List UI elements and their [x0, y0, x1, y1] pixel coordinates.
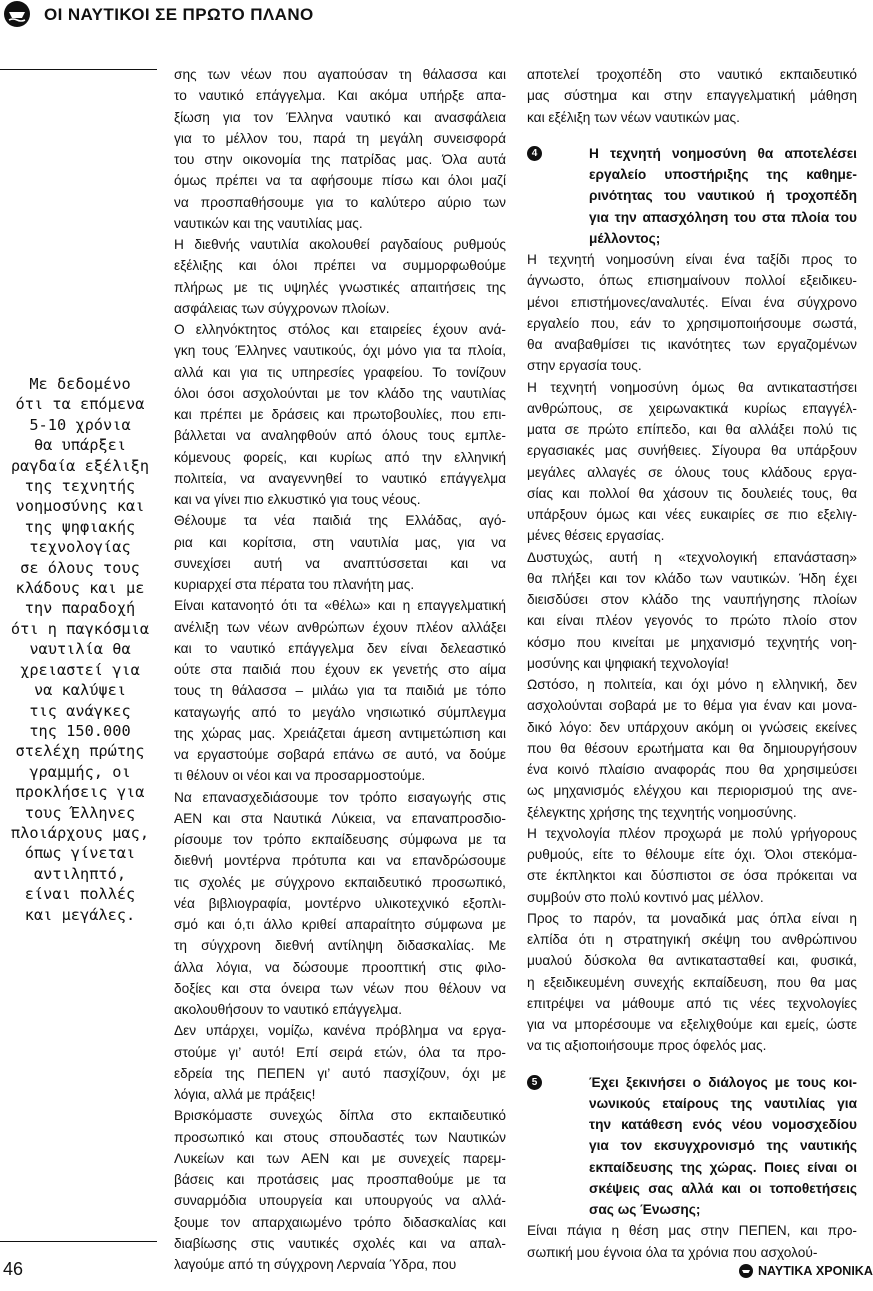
pullquote-line: της τεχνητής: [24, 477, 136, 496]
text-line: Θέλουμε τα νέα παιδιά της Ελλάδας, αγό-: [174, 513, 506, 529]
text-line: να τις αξιοποιήσουμε προς όφελός μας.: [527, 1038, 767, 1054]
text-line: της χώρας μας. Χρειάζεται άμεση αντιμετώπιση και: [174, 725, 506, 741]
text-line: το ναυτικό επάγγελμα. Και ακόμα υπήρξε απα-: [174, 88, 506, 104]
text-line: ως μηχανισμός ελέγχου και περιορισμού της ανε-: [527, 783, 857, 799]
paragraph: [527, 249, 857, 377]
text-line: σίας και πολλοί θα χάσουν τις δουλειές τους, θα: [527, 485, 857, 501]
text-line: Προς το παρόν, τα μοναδικά μας όπλα είναι η: [527, 910, 857, 926]
text-line: πλήρως με τις υψηλές γνωστικές απαιτήσεις της: [174, 279, 506, 295]
text-line: Ωστόσο, η πολιτεία, και όχι μόνο η ελληνική, δεν: [527, 677, 857, 692]
text-line: εργασιακές μας συνήθειες. Σίγουρα θα υπάρξουν: [527, 443, 857, 459]
text-line: μοσύνης και ψηφιακή τεχνολογία!: [527, 655, 729, 671]
ship-logo-icon: [739, 1264, 753, 1278]
text-line: μας σύστημα και στην επαγγελματική μάθηση: [527, 88, 857, 104]
paragraph: [174, 787, 506, 1021]
text-line: που θα θέσουν ερωτήματα και θα δημιουργήσουν: [527, 740, 857, 756]
paragraph: [527, 377, 857, 547]
interview-question-5: [527, 1072, 857, 1221]
paragraph: [174, 234, 506, 319]
text-line: άγνωστο, όπως επισημαίνουν πολλοί εξειδικευ-: [527, 273, 857, 289]
text-line: Ο ελληνόκτητος στόλος και εταιρείες έχουν ανά-: [174, 322, 506, 337]
text-line: ρινότητας του ναυτικού ή τροχοπέδη: [589, 188, 857, 204]
footer-brand: [739, 1263, 873, 1283]
text-line: για το μέλλον του, παρά τη μεγάλη συνεισφορά: [174, 130, 506, 146]
text-line: τη σύγχρονη διεθνή αντίληψη διδασκαλίας. Με: [174, 938, 506, 954]
pullquote-line: πλοιάρχους μας,: [10, 823, 150, 842]
pullquote-line: ραγδαία εξέλιξη: [10, 456, 150, 475]
pullquote-line: ότι τα επόμενα: [15, 395, 145, 414]
text-line: Η τεχνητή νοημοσύνη θα αποτελέσει: [589, 145, 857, 161]
ship-logo-icon: [4, 1, 30, 27]
text-line: Έχει ξεκινήσει ο διάλογος με τους κοι-: [589, 1074, 857, 1090]
text-line: γκη τους Έλληνες ναυτικούς, όχι μόνο για τα πλοία,: [174, 343, 506, 359]
pullquote-line: χρειαστεί για: [20, 660, 140, 679]
question-number-badge: 4: [527, 146, 542, 161]
text-line: Η τεχνητή νοημοσύνη είναι ένα ταξίδι προς το: [527, 252, 857, 267]
text-line: προσωπικό και στους σπουδαστές των Ναυτικών: [174, 1129, 506, 1145]
text-line: επιτρέψει να μάθουμε από τις νέες τεχνολογίες: [527, 995, 857, 1011]
section-title: ΟΙ ΝΑΥΤΙΚΟΙ ΣΕ ΠΡΩΤΟ ΠΛΑΝΟ: [44, 5, 314, 24]
text-line: Λυκείων και των ΑΕΝ και με συνεχείς παρεμ-: [174, 1150, 506, 1166]
text-line: κόμενους φορείς, και κυρίως από την ελληνική: [174, 449, 506, 465]
text-line: θα πλήξει και τον κλάδο των ναυτικών. Ήδη έχει: [527, 570, 857, 586]
pullquote-line: νοημοσύνης και: [15, 497, 145, 516]
text-line: Η τεχνητή νοημοσύνη όμως θα αντικαταστήσει: [527, 379, 857, 395]
text-line: τους τη θάλασσα – μιλάω για τα παιδιά με τόπο: [174, 683, 506, 699]
text-line: και να γίνει πιο ελκυστικό για τους νέους.: [174, 492, 421, 507]
text-line: θα αναβαθμίσει τις ικανότητες των εργαζομένων: [527, 337, 857, 352]
pullquote-line: ναυτιλία θα: [29, 640, 131, 659]
article-column-1: [174, 64, 506, 1275]
text-line: την κατάθεση ενός νέου νομοσχεδίου: [589, 1117, 857, 1132]
pullquote-line: 5-10 χρόνια: [29, 415, 131, 434]
text-line: δοξίες και στα όνειρα των νέων που θέλουν να: [174, 980, 506, 996]
text-line: η εξειδικευμένη συνεχής εκπαίδευση, που θα μας: [527, 974, 857, 990]
text-line: ελπίδα ότι η στρατηγική σκέψη του ανθρώπινου: [527, 932, 857, 947]
text-line: Δεν υπάρχει, νομίζω, κανένα πρόβλημα να εργα-: [174, 1023, 506, 1039]
pullquote-line: αντιληπτό,: [33, 864, 127, 883]
text-line: και είναι πλέον γεγονός το πρώτο πλοίο στον: [527, 613, 857, 629]
text-line: καταγωγής από το μεγάλο νησιωτικό σύμπλεγμα: [174, 704, 506, 720]
text-line: λόγια, αλλά με πράξεις!: [174, 1087, 316, 1102]
paragraph: [527, 823, 857, 908]
text-line: σας ως Ένωσης;: [589, 1202, 701, 1217]
pullquote-line: την παραδοχή: [24, 599, 136, 618]
text-line: μυαλού δύσκολα θα αντικατασταθεί και, φυσικά,: [527, 953, 857, 969]
pullquote-line: να καλύψει: [33, 681, 127, 700]
text-line: ένα κοινό πλαίσιο αναφοράς που θα χρησιμεύσει: [527, 762, 857, 777]
text-line: ξουμε τον απαρχαιωμένο τρόπο διδασκαλίας και: [174, 1214, 506, 1230]
text-line: ασχολούνται σοβαρά με το θέμα για έναν και μονα-: [527, 698, 857, 714]
pullquote-line: κλάδους και με: [15, 579, 145, 598]
pullquote-line: γραμμής, οι: [29, 762, 131, 781]
text-line: όμως πρέπει να τα αφήσουμε πίσω και όλοι μαζί: [174, 173, 506, 189]
page-number: 46: [3, 1259, 24, 1279]
paragraph: [527, 674, 857, 823]
text-line: να προσπαθήσουμε για το καλύτερο αύριο των: [174, 194, 506, 210]
text-line: ούτε στα παιδιά που έχουν εκ γενετής στο αίμα: [174, 662, 506, 677]
paragraph: [174, 510, 506, 595]
text-line: νέα βιβλιογραφία, μοντέρνο υλικοτεχνικό εξοπλι-: [174, 895, 506, 911]
text-line: Η τεχνολογία πλέον προχωρά με πολύ γρήγορους: [527, 825, 857, 841]
text-line: Είναι κατανοητό ότι τα «θέλω» και η επαγγελματική: [174, 598, 506, 614]
pullquote-line: Με δεδομένο: [29, 375, 131, 393]
text-line: εξέλιξης και όλοι πρέπει να συμμορφωθούμε: [174, 258, 506, 274]
text-line: δικό λόγο: δεν υπάρχουν ακόμη οι γνώσεις εκείνες: [527, 719, 857, 735]
text-line: Να επανασχεδιάσουμε τον τρόπο εισαγωγής στις: [174, 789, 506, 805]
pullquote-line: τις ανάγκες: [29, 701, 131, 720]
text-line: νωνικούς εταίρους της ναυτιλίας για: [589, 1095, 857, 1111]
paragraph: [174, 64, 506, 234]
page-header: [0, 0, 857, 34]
text-line: ξίωση για τον Έλληνα ναυτικό και ανασφάλεια: [174, 109, 506, 125]
paragraph: [174, 1020, 506, 1105]
text-line: ΑΕΝ και στα Ναυτικά Λύκεια, να επαναπροσδιο-: [174, 810, 506, 826]
pullquote-line: της 150.000: [29, 721, 131, 740]
text-line: βάλλεται να αναληφθούν από όλους τους εμπλε-: [174, 428, 506, 444]
pullquote-line: θα υπάρξει: [33, 436, 127, 455]
pullquote-line: σε όλους τους: [20, 558, 140, 577]
text-line: να εργαστούμε σοβαρά επάνω σε αυτό, να δούμε: [174, 747, 506, 762]
text-line: εκπαίδευσης της χώρας. Ποιες είναι οι: [589, 1159, 857, 1175]
text-line: λαγούμε από τη σύγχρονη Λερναία Ύδρα, που: [174, 1257, 457, 1272]
text-line: διεισδύσει στον κλάδο της ναυπήγησης πλοίων: [527, 592, 857, 607]
text-line: ρίσουμε τον τρόπο εκπαίδευσης σύμφωνα με τα: [174, 832, 506, 847]
text-line: ματα σε πρώτο επίπεδο, και θα αλλάξει πολύ τις: [527, 422, 857, 437]
text-line: εργαλείο υποστήριξης της καθημε-: [589, 167, 857, 182]
answer-5: [527, 1220, 857, 1263]
pullquote-line: ότι η παγκόσμια: [10, 619, 150, 638]
paragraph: [527, 1220, 857, 1263]
text-line: σωπική μου έγνοια όλα τα χρόνια που ασχολού-: [527, 1244, 818, 1260]
text-line: ρια και κορίτσια, στη ναυτιλία μας, για να: [174, 534, 506, 550]
text-line: ανέλιξη των νέων ανθρώπων έχουν πλέον αλλάξει: [174, 619, 506, 635]
pullquote-line: τους Έλληνες: [24, 803, 136, 822]
pullquote-line: προκλήσεις για: [15, 783, 145, 802]
pullquote-line: στελέχη πρώτης: [15, 742, 145, 761]
pullquote-line: της ψηφιακής: [24, 517, 136, 536]
text-line: και το ναυτικό επάγγελμα δεν είναι δελεαστικό: [174, 640, 506, 656]
pullquote-line: και μεγάλες.: [24, 905, 136, 924]
text-line: ρυθμούς, είτε το θέλουμε είτε όχι. Όλοι στεκόμα-: [527, 847, 857, 862]
text-line: τις σχολές με σύγχρονο εκπαιδευτικό προσωπικό,: [174, 874, 506, 890]
text-line: ακολουθήσουν το ναυτικό επάγγελμα.: [174, 1002, 403, 1017]
text-line: ξέλεγκτης χρήσης της τεχνητής νοημοσύνης.: [527, 804, 797, 820]
text-line: διεθνή μοντέρνα πρότυπα και να επανδρώσουμε: [174, 853, 506, 869]
text-line: στούμε γι’ αυτό! Επί σειρά ετών, όλα τα προ-: [174, 1044, 506, 1060]
text-line: κυριαρχεί στα πέρατα του πλανήτη μας.: [174, 577, 415, 592]
question-number-badge: 5: [527, 1075, 542, 1090]
paragraph: [174, 1105, 506, 1275]
text-line: σμό και ό,τι άλλο κριθεί απαραίτητο σύμφωνα με: [174, 917, 506, 932]
text-line: για να μπορέσουμε να εξελιχθούμε και εμείς, ώστε: [527, 1017, 857, 1032]
column-2-intro: [527, 64, 857, 128]
text-line: υπάρξουν όμως και νέες ευκαιρίες σε πιο εξελιγ-: [527, 507, 857, 522]
text-line: για την απασχόληση του στα πλοία του: [589, 209, 857, 225]
text-line: πολιτεία, να αναγεννηθεί το ναυτικό επάγγελμα: [174, 470, 506, 486]
text-line: διαβίωσης στις ναυτικές σχολές και να απαλ-: [174, 1235, 506, 1251]
text-line: ναυτικών και της ναυτιλίας μας.: [174, 215, 363, 231]
text-line: όλοι όσοι ασχολούνται με τον κλάδο της ναυτιλίας: [174, 385, 506, 401]
text-line: μέλλοντος;: [589, 230, 661, 246]
magazine-name: ΝΑΥΤΙΚΑ ΧΡΟΝΙΚΑ: [758, 1264, 873, 1278]
text-line: σκέψεις σας αλλά και οι τοποθετήσεις: [589, 1180, 857, 1196]
question-4-text: [589, 143, 857, 249]
text-line: στην εργασία τους.: [527, 358, 642, 374]
text-line: ασφάλειας των σύγχρονων πλοίων.: [174, 300, 390, 316]
text-line: του στην οικονομία της πατρίδας μας. Όλα αυτά: [174, 152, 506, 167]
pullquote-top-rule: [0, 69, 157, 70]
question-5-text: [589, 1072, 857, 1221]
pullquote-line: τεχνολογίας: [29, 538, 131, 557]
text-line: μένοι επιστήμονες/αναλυτές. Είναι ένα σύγχρονο: [527, 294, 857, 310]
text-line: αλλά και για τις υπηρεσίες γραφείου. Το τονίζουν: [174, 364, 506, 380]
pullquote-bottom-rule: [0, 1241, 157, 1242]
text-line: βάσεις και προτάσεις μας προσπαθούμε με τα: [174, 1172, 506, 1187]
article-column-2: [527, 64, 857, 1263]
text-line: σης των νέων που αγαπούσαν τη θάλασσα και: [174, 67, 506, 82]
text-line: αποτελεί τροχοπέδη στο ναυτικό εκπαιδευτικό: [527, 67, 857, 82]
answer-4: [527, 249, 857, 1057]
text-line: μεγάλες αλλαγές σε όλους τους κλάδους εργα-: [527, 464, 857, 480]
text-line: συνεχίσει αυτή να αναπτύσσεται και να: [174, 555, 506, 571]
text-line: Δυστυχώς, αυτή η «τεχνολογική επανάσταση»: [527, 549, 857, 565]
text-line: εργαλείο που, εάν το χρησιμοποιήσουμε σωστά,: [527, 315, 857, 331]
pullquote-line: είναι πολλές: [24, 885, 136, 904]
text-line: Είναι πάγια η θέση μας στην ΠΕΠΕΝ, και προ-: [527, 1223, 857, 1239]
text-line: και πρέπει με δράσεις και πρωτοβουλίες, που επι-: [174, 407, 506, 422]
text-line: Βρισκόμαστε συνεχώς δίπλα στο εκπαιδευτικό: [174, 1108, 506, 1124]
text-line: άλλα λόγια, να δώσουμε προοπτική στις φιλο-: [174, 959, 506, 975]
text-line: και εξέλιξη των νέων ναυτικών μας.: [527, 109, 740, 125]
text-line: μένες θέσεις εργασίας.: [527, 528, 665, 544]
pullquote: [0, 374, 160, 925]
text-line: τι θέλουν οι νέοι και να προσαρμοστούμε.: [174, 768, 426, 784]
interview-question-4: [527, 143, 857, 249]
paragraph: [527, 908, 857, 1057]
paragraph: [527, 547, 857, 675]
text-line: κόσμο που κινείται με μηχανισμό τεχνητής νοη-: [527, 634, 857, 650]
text-line: στε έκπληκτοι και δύσπιστοι σε όσα πρόκειται να: [527, 868, 857, 884]
text-line: συναρμόδια υπουργεία και υπουργούς να αλλά-: [174, 1193, 506, 1209]
text-line: Η διεθνής ναυτιλία ακολουθεί ραγδαίους ρυθμούς: [174, 237, 506, 252]
text-line: για τον εκσυγχρονισμό της ναυτικής: [589, 1138, 857, 1154]
pullquote-line: όπως γίνεται: [24, 844, 136, 863]
text-line: εδρεία της ΠΕΠΕΝ γι’ αυτό πασχίζουν, όχι με: [174, 1065, 506, 1081]
paragraph: [174, 595, 506, 786]
text-line: ανθρώπους, σε χειρωνακτικά κυρίως επαγγέλ-: [527, 400, 857, 416]
text-line: συμβούν στο πολύ κοντινό μας μέλλον.: [527, 889, 764, 905]
paragraph: [174, 319, 506, 510]
